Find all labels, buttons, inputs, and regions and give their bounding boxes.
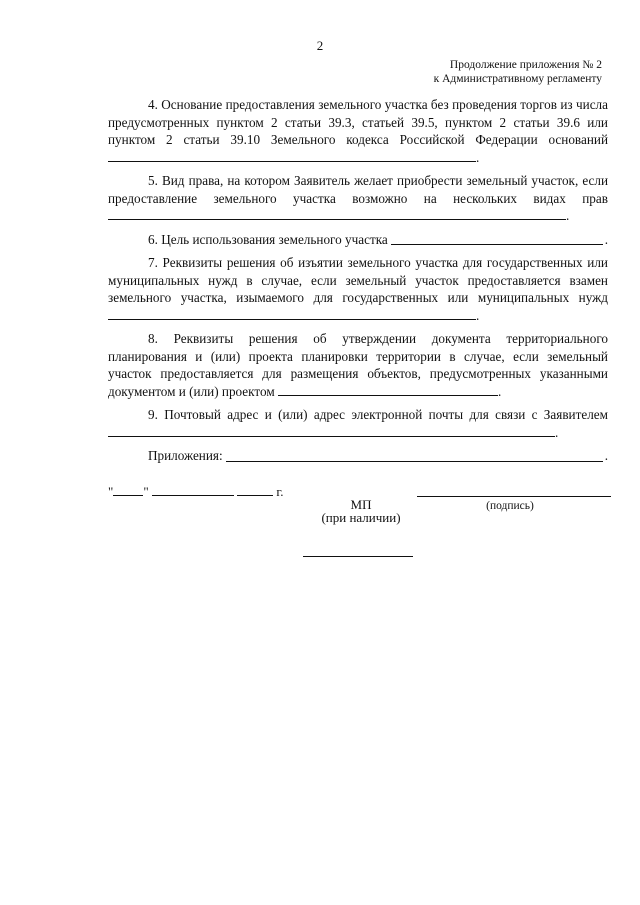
item-6-blank[interactable] [391,231,603,245]
form-body [108,96,608,465]
item-4-dot: . [476,149,480,165]
stamp-block [313,498,409,524]
date-day-blank[interactable] [113,483,143,496]
item-4 [108,96,608,166]
item-7-dot: . [476,307,480,323]
item-8 [108,330,608,400]
item-6-text: 6. Цель использования земельного участка [148,231,388,247]
item-7-blank[interactable] [108,307,476,320]
stamp-label: МП [350,497,372,512]
date-year-blank[interactable] [237,483,273,496]
signature-line[interactable] [417,496,611,497]
item-4-text: 4. Основание предоставления земельного участка без проведения торгов из числа предусмотренных пунктом 2 статьи 39.3, статьей 39.5, пунктом 2 статьи 39.6 или пунктом 2 статьи 39.10 Земельного кодекса Российской Федерации оснований [108,97,608,147]
signature-label: (подпись) [486,500,534,512]
item-9-blank[interactable] [108,424,555,437]
item-5-blank[interactable] [108,207,566,220]
signature-date [108,483,284,500]
date-month-blank[interactable] [152,483,234,496]
appendix-header-line-2: к Административному регламенту [433,73,602,85]
closing-divider [303,556,413,557]
stamp-note: (при наличии) [321,510,401,525]
item-8-dot: . [497,383,502,399]
item-4-blank[interactable] [108,149,476,162]
page-number: 2 [316,38,324,53]
item-8-blank[interactable] [278,383,498,396]
item-6-dot: . [604,231,608,247]
item-5 [108,172,608,225]
date-open-quote: " [108,484,114,499]
item-9-text: 9. Почтовый адрес и (или) адрес электронной почты для связи с Заявителем [148,407,608,422]
date-close-quote: " [143,484,149,499]
item-9-dot: . [555,424,559,440]
attachments-label: Приложения: [148,448,223,463]
appendix-header [434,58,602,86]
appendix-header-line-1: Продолжение приложения № 2 [449,59,602,71]
item-8-text: 8. Реквизиты решения об утверждении документа территориального планирования и (или) проекта планировки территории в случае, если земельный участок предоставляется для размещения объектов, предусмотренных указанными документом и (или) проектом [108,331,608,399]
item-6 [108,231,608,249]
attachments-blank[interactable] [226,448,603,462]
attachments-row [108,447,608,465]
date-year-suffix: г. [276,484,284,499]
item-9 [108,406,608,441]
item-5-dot: . [566,208,570,223]
item-7 [108,254,608,324]
item-5-text: 5. Вид права, на котором Заявитель желает приобрести земельный участок, если предоставление земельного участка возможно на нескольких видах прав [108,173,608,206]
attachments-dot: . [604,448,608,463]
item-7-text: 7. Реквизиты решения об изъятии земельного участка для государственных или муниципальных нужд в случае, если земельный участок предоставляется взамен земельного участка, изымаемого для государственных или муниципальных нужд [108,255,608,305]
